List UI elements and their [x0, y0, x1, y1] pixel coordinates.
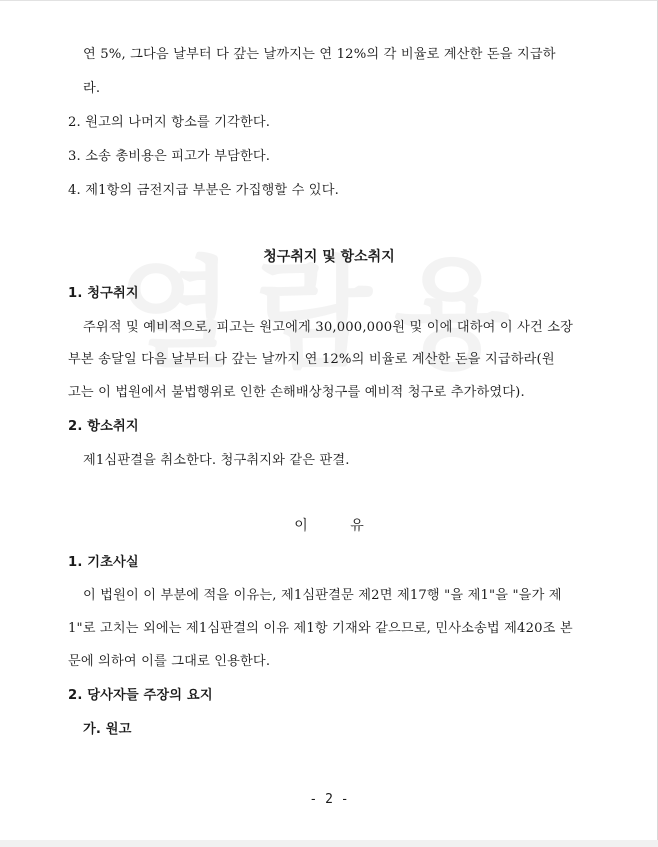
text-line: 라. [83, 81, 101, 96]
page-bottom-edge [0, 840, 658, 847]
appeal-heading: 2. 항소취지 [68, 419, 139, 434]
judgment-item-3: 3. 소송 총비용은 피고가 부담한다. [68, 149, 271, 164]
facts-line: 이 법원이 이 부분에 적을 이유는, 제1심판결문 제2면 제17행 "을 제1"을 "을가 제 [83, 588, 562, 603]
claim-line: 고는 이 법원에서 불법행위로 인한 손해배상청구를 예비적 청구로 추가하였다). [68, 385, 525, 400]
facts-line: 문에 의하여 이를 그대로 인용한다. [68, 654, 271, 669]
claim-heading: 1. 청구취지 [68, 286, 139, 301]
section-title-reasons: 이 유 [294, 518, 364, 534]
section-title-claims: 청구취지 및 항소취지 [263, 249, 395, 265]
facts-line: 1"로 고치는 외에는 제1심판결의 이유 제1항 기재와 같으므로, 민사소송법 제420조 본 [68, 621, 573, 636]
text-line: 연 5%, 그다음 날부터 다 갚는 날까지는 연 12%의 각 비율로 계산한 돈을 지급하 [83, 47, 556, 62]
page-number: - 2 - [309, 792, 349, 807]
appeal-line: 제1심판결을 취소한다. 청구취지와 같은 판결. [83, 453, 350, 468]
plaintiff-subheading: 가. 원고 [83, 722, 132, 737]
judgment-item-2: 2. 원고의 나머지 항소를 기각한다. [68, 115, 271, 130]
claims-summary-heading: 2. 당사자들 주장의 요지 [68, 688, 213, 703]
judgment-item-4: 4. 제1항의 금전지급 부분은 가집행할 수 있다. [68, 183, 339, 198]
claim-line: 주위적 및 예비적으로, 피고는 원고에게 30,000,000원 및 이에 대하여 이 사건 소장 [83, 320, 574, 335]
claim-line: 부본 송달일 다음 날부터 다 갚는 날까지 연 12%의 비율로 계산한 돈을 지급하라(원 [68, 352, 555, 367]
facts-heading: 1. 기초사실 [68, 555, 139, 570]
